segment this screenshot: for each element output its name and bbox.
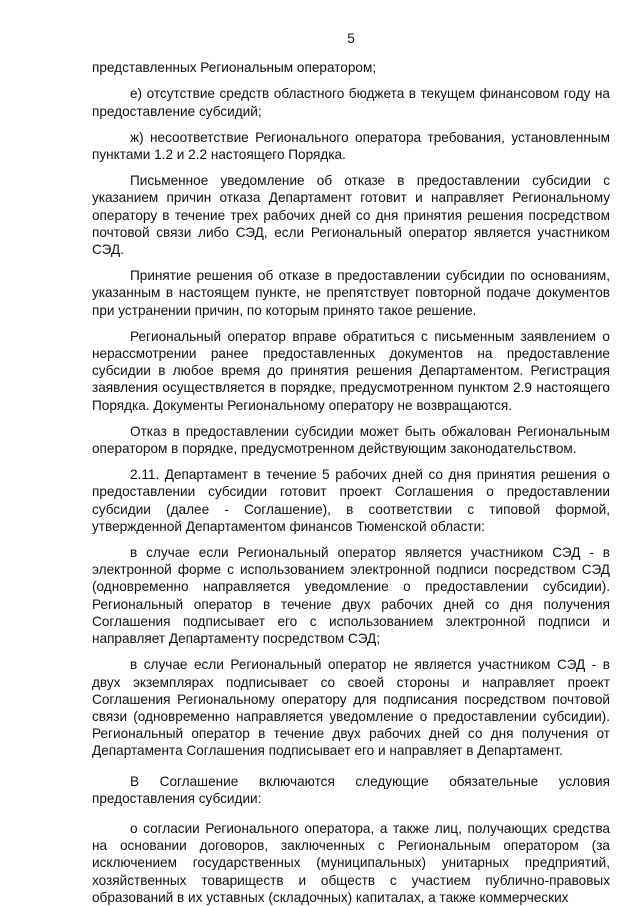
paragraph-continuation: представленных Региональным оператором; — [92, 60, 377, 76]
paragraph-item-zh: ж) несоответствие Регионального оператора требования, установленным пунктами 1.2 и 2.2 настоящего Порядка. — [92, 129, 610, 163]
paragraph-2-11: 2.11. Департамент в течение 5 рабочих дней со дня принятия решения о предоставлении субсидии готовит проект Соглашения о предоставлении субсидии (далее - Соглашение), в соответствии с типовой формой, утвержденной Департаментом финансов Тюменской области: — [92, 467, 610, 534]
paragraph-appeal: Отказ в предоставлении субсидии может быть обжалован Региональным оператором в порядке, предусмотренном действующим законодательством. — [92, 423, 610, 457]
paragraph-non-sed-participant: в случае если Региональный оператор не является участником СЭД - в двух экземплярах подписывает со своей стороны и направляет проект Соглашения Региональному оператору для подписания посредством почтовой связи (одновременно направляется уведомление о предоставлении субсидии). Региональный оператор в течение двух рабочих дней со дня получения от Департамента Соглашения подписывает его и направляет в Департамент. — [92, 657, 610, 759]
paragraph-consent: о согласии Регионального оператора, а также лиц, получающих средства на основании договоров, заключенных с Региональным оператором (за исключением государственных (муниципальных) унитарных предприятий, хозяйственных товариществ и обществ с участием публично-правовых образований в их уставных (складочных) капиталах, а также коммерческих — [92, 820, 610, 905]
paragraph-resubmission: Принятие решения об отказе в предоставлении субсидии по основаниям, указанным в настоящем пункте, не препятствует повторной подаче документов при устранении причин, по которым принято такое решение. — [92, 268, 610, 318]
paragraph-sed-participant: в случае если Региональный оператор является участником СЭД - в электронной форме с использованием электронной подписи посредством СЭД (одновременно направляется уведомление о предоставлении субсидии). Региональный оператор в течение двух рабочих дней со дня получения Соглашения подписывает его с использованием электронной подписи и направляет Департаменту посредством СЭД; — [92, 545, 610, 647]
paragraph-withdrawal-request: Региональный оператор вправе обратиться с письменным заявлением о нерассмотрении ранее предоставленных документов на предоставление субсидии в любое время до принятия решения Департаментом. Регистрация заявления осуществляется в порядке, предусмотренном пунктом 2.9 настоящего Порядка. Документы Региональному оператору не возвращаются. — [92, 328, 610, 413]
paragraph-item-e: е) отсутствие средств областного бюджета в текущем финансовом году на предоставление субсидий; — [92, 86, 610, 119]
page-number: 5 — [347, 31, 355, 46]
paragraph-agreement-conditions: В Соглашение включаются следующие обязательные условия предоставления субсидии: — [92, 773, 610, 806]
paragraph-refusal-notice: Письменное уведомление об отказе в предоставлении субсидии с указанием причин отказа Департамент готовит и направляет Региональному оператору в течение трех рабочих дней со дня принятия решения посредством почтовой связи либо СЭД, если Региональный оператор является участником СЭД. — [92, 173, 610, 258]
